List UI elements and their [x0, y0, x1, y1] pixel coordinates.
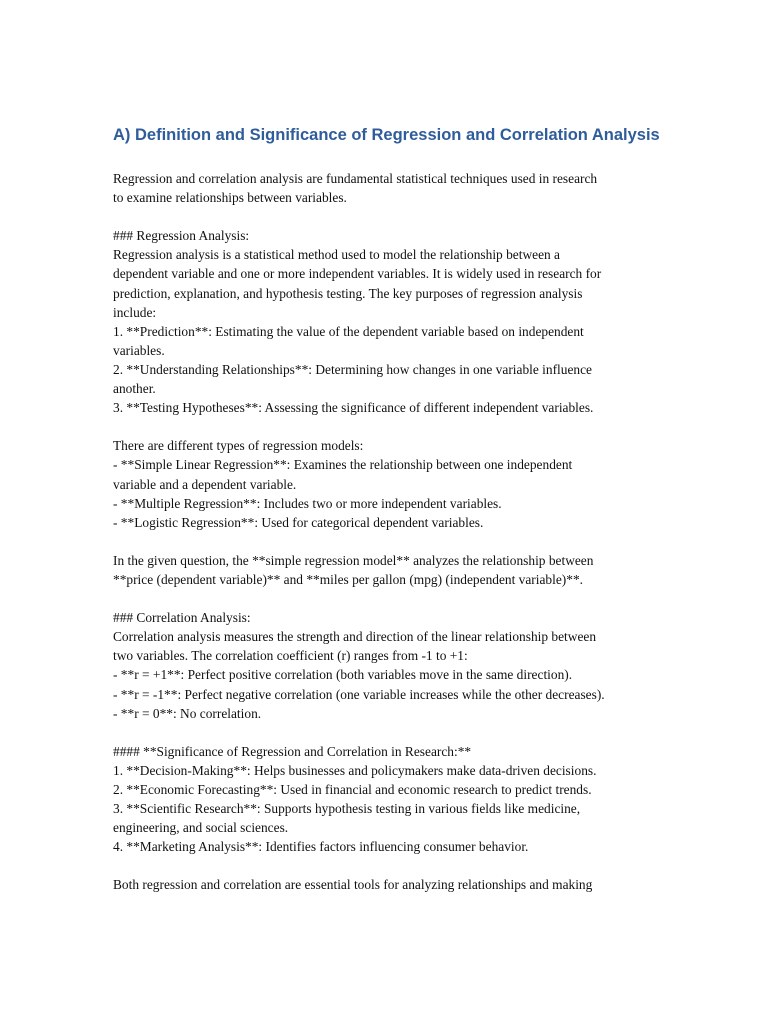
text-line: engineering, and social sciences. [113, 820, 289, 836]
text-line: #### **Significance of Regression and Correlation in Research:** [113, 743, 472, 759]
text-line: - **r = +1**: Perfect positive correlation (both variables move in the same direction). [113, 667, 573, 683]
text-line: 2. **Understanding Relationships**: Determining how changes in one variable influence [113, 361, 592, 377]
text-line: variables. [113, 342, 165, 358]
blank-line [113, 856, 658, 875]
text-line: - **Logistic Regression**: Used for categorical dependent variables. [113, 514, 484, 530]
text-line: Correlation analysis measures the strength and direction of the linear relationship between [113, 629, 597, 645]
blank-line [113, 723, 658, 742]
text-line: 4. **Marketing Analysis**: Identifies factors influencing consumer behavior. [113, 839, 529, 855]
text-line: to examine relationships between variables. [113, 190, 347, 206]
text-line: Both regression and correlation are essential tools for analyzing relationships and making [113, 877, 593, 893]
text-line: 3. **Scientific Research**: Supports hypothesis testing in various fields like medicine, [113, 801, 581, 817]
text-line: **price (dependent variable)** and **miles per gallon (mpg) (independent variable)**. [113, 571, 583, 587]
text-line: There are different types of regression models: [113, 438, 364, 454]
text-line: Regression and correlation analysis are fundamental statistical techniques used in research [113, 171, 598, 186]
text-line: another. [113, 381, 156, 397]
section-heading: A) Definition and Significance of Regression and Correlation Analysis [113, 126, 660, 144]
text-line: dependent variable and one or more independent variables. It is widely used in research for [113, 266, 602, 282]
text-line: - **r = -1**: Perfect negative correlation (one variable increases while the other decreases). [113, 686, 605, 702]
text-line: ### Regression Analysis: [113, 228, 250, 244]
text-line: - **Multiple Regression**: Includes two or more independent variables. [113, 495, 502, 511]
text-line: include: [113, 304, 157, 320]
document-page [113, 123, 658, 895]
text-line: - **Simple Linear Regression**: Examines the relationship between one independent [113, 457, 573, 473]
blank-line [113, 417, 658, 436]
text-line: - **r = 0**: No correlation. [113, 705, 262, 721]
text-line: prediction, explanation, and hypothesis testing. The key purposes of regression analysis [113, 285, 583, 301]
blank-line [113, 532, 658, 551]
text-line: 1. **Prediction**: Estimating the value of the dependent variable based on independent [113, 323, 584, 339]
text-line: variable and a dependent variable. [113, 476, 297, 492]
text-line: 3. **Testing Hypotheses**: Assessing the significance of different independent variables. [113, 400, 594, 416]
text-line: 2. **Economic Forecasting**: Used in financial and economic research to predict trends. [113, 782, 592, 797]
text-line: ### Correlation Analysis: [113, 610, 251, 626]
text-line: 1. **Decision-Making**: Helps businesses and policymakers make data-driven decisions. [113, 762, 597, 778]
text-line: two variables. The correlation coefficient (r) ranges from -1 to +1: [113, 648, 468, 664]
text-line: In the given question, the **simple regression model** analyzes the relationship between [113, 552, 594, 568]
blank-line [113, 207, 658, 226]
text-line: Regression analysis is a statistical method used to model the relationship between a [113, 247, 560, 263]
document-body [113, 169, 658, 895]
blank-line [113, 589, 658, 608]
